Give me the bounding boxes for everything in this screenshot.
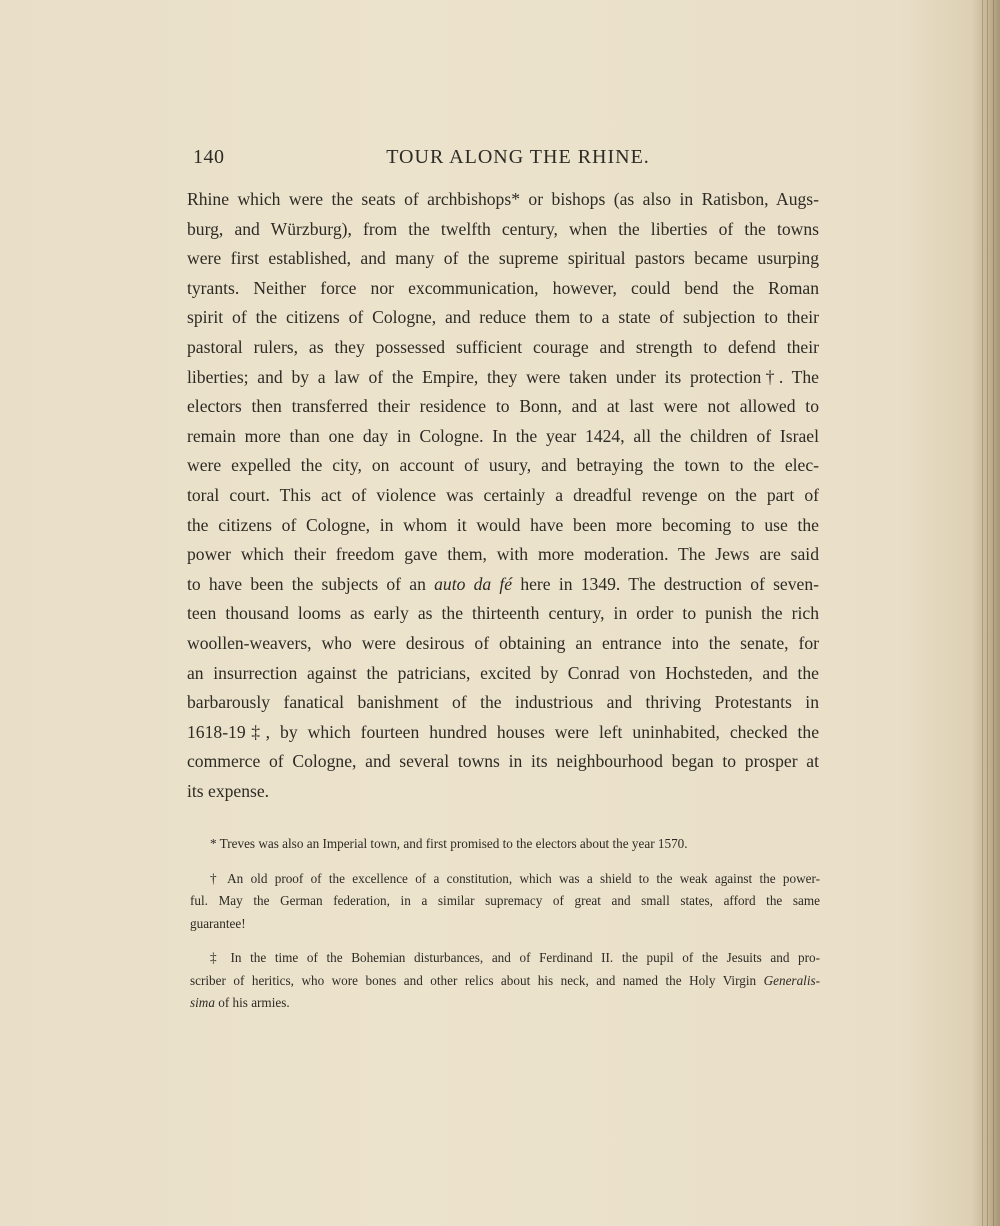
footnote-3	[190, 947, 820, 1015]
footnotes	[190, 833, 820, 1027]
text-fragment: scriber of heritics, who wore bones and other relics about his neck, and named the Holy Virgin	[190, 972, 757, 988]
page-number: 140	[193, 146, 225, 168]
footnote-2	[190, 868, 820, 936]
text-line: burg, and Würzburg), from the twelfth century, when the liberties of the towns	[187, 218, 819, 239]
text-line: remain more than one day in Cologne. In the year 1424, all the children of Israel	[187, 425, 819, 446]
text-line: teen thousand looms as early as the thirteenth century, in order to punish the rich	[187, 603, 819, 624]
footnote-line: ful. May the German federation, in a similar supremacy of great and small states, afford the same	[190, 893, 820, 908]
text-line: were expelled the city, on account of usury, and betraying the town to the elec-	[187, 455, 819, 476]
footnote-1	[190, 833, 820, 856]
text-fragment: to have been the subjects of an	[187, 573, 435, 594]
italic-phrase: sima	[190, 995, 215, 1010]
footnote-line	[190, 992, 820, 1015]
page-edge-shadow	[972, 0, 1000, 1226]
text-line: woollen-weavers, who were desirous of obtaining an entrance into the senate, for	[187, 632, 819, 653]
running-title: TOUR ALONG THE RHINE.	[386, 146, 650, 168]
text-line: were first established, and many of the supreme spiritual pastors became usurping	[187, 248, 819, 269]
text-line: tyrants. Neither force nor excommunication, however, could bend the Roman	[187, 277, 819, 298]
text-line: power which their freedom gave them, with more moderation. The Jews are said	[187, 544, 819, 565]
edge-line	[993, 0, 994, 1226]
text-line: liberties; and by a law of the Empire, they were taken under its protection†. The	[187, 366, 819, 387]
italic-phrase: auto da fé	[434, 573, 513, 594]
text-fragment: here in 1349. The destruction of seven-	[512, 573, 819, 594]
text-line: Rhine which were the seats of archbishops* or bishops (as also in Ratisbon, Augs-	[187, 189, 819, 209]
text-fragment: of his armies.	[214, 995, 290, 1010]
footnote-line: † An old proof of the excellence of a constitution, which was a shield to the weak against the power-	[210, 870, 820, 886]
text-line: spirit of the citizens of Cologne, and reduce them to a state of subjection to their	[187, 307, 819, 328]
footnote-line	[190, 970, 820, 993]
text-line: an insurrection against the patricians, excited by Conrad von Hochsteden, and the	[187, 662, 819, 683]
text-line: electors then transferred their residence to Bonn, and at last were not allowed to	[187, 396, 819, 417]
page-header	[193, 146, 823, 176]
text-line: 1618-19‡, by which fourteen hundred houses were left uninhabited, checked the	[187, 721, 819, 742]
text-line: its expense.	[187, 780, 270, 801]
footnote-line: * Treves was also an Imperial town, and first promised to the electors about the year 1570.	[210, 836, 688, 851]
text-line: toral court. This act of violence was certainly a dreadful revenge on the part of	[187, 484, 819, 505]
footnote-line: guarantee!	[190, 915, 246, 931]
text-line: barbarously fanatical banishment of the industrious and thriving Protestants in	[187, 692, 819, 713]
edge-line	[987, 0, 988, 1226]
text-line: pastoral rulers, as they possessed sufficient courage and strength to defend their	[187, 336, 819, 357]
text-line: the citizens of Cologne, in whom it would have been more becoming to use the	[187, 514, 819, 535]
edge-line	[982, 0, 983, 1226]
text-line-auto-da-fe	[187, 570, 819, 600]
italic-phrase: Generalis-	[763, 972, 821, 988]
footnote-line: ‡ In the time of the Bohemian disturbances, and of Ferdinand II. the pupil of the Jesuits and pro-	[210, 950, 820, 965]
body-text	[187, 185, 819, 806]
text-line: commerce of Cologne, and several towns in its neighbourhood began to prosper at	[187, 751, 819, 772]
